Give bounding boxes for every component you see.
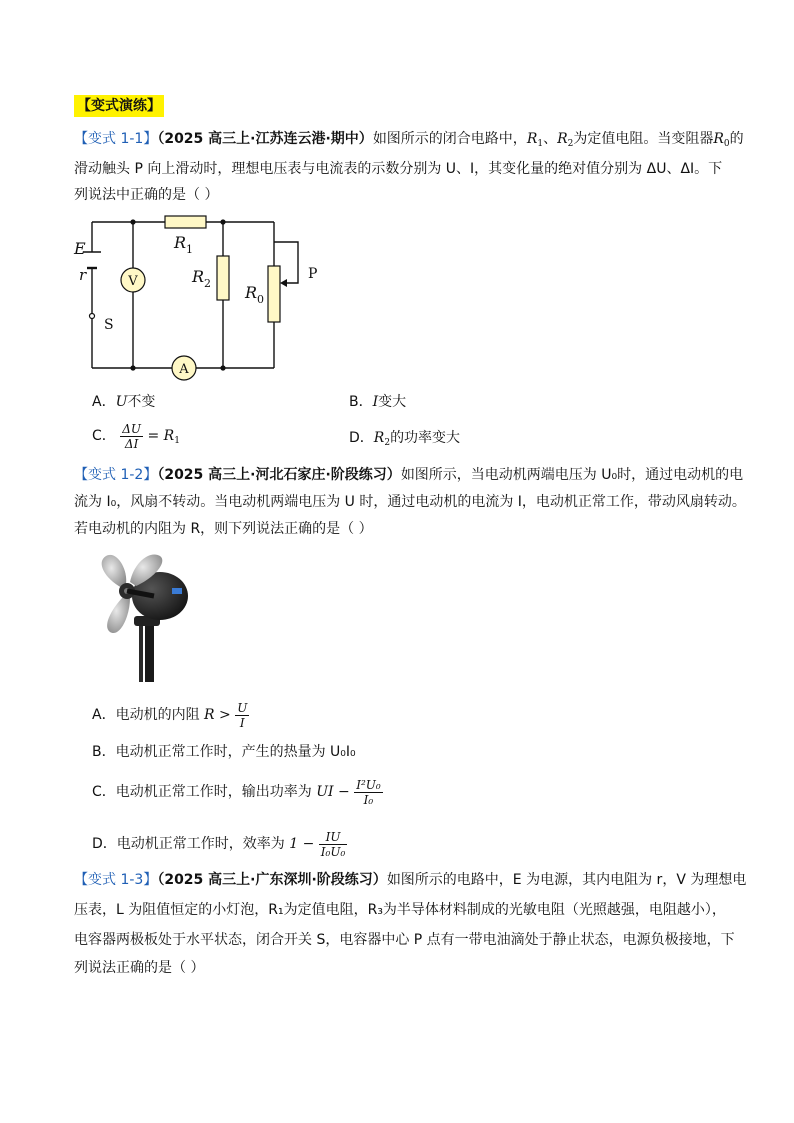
- q2-line-1: [74, 464, 754, 486]
- q1-sep: 、: [543, 131, 558, 147]
- q2-line-3: 若电动机的内阻为 R，则下列说法正确的是（ ）: [74, 521, 373, 537]
- q2-line-2: 流为 I₀，风扇不转动。当电动机两端电压为 U 时，通过电动机的电流为 I，电动机正常工作，带动风扇转动。: [74, 494, 746, 510]
- q3-line-1: [74, 869, 754, 891]
- q1-option-a[interactable]: A．U不变: [92, 394, 156, 410]
- q1-r1: $R_1$: [526, 131, 544, 149]
- label-r0: $R_0$: [245, 283, 265, 306]
- q1-r0: $R_0$: [713, 131, 730, 149]
- q1-text-c: 的: [729, 131, 744, 147]
- circuit-diagram: [70, 208, 330, 388]
- electric-fan-image: [94, 548, 194, 682]
- q3-source: （2025 高三上·广东深圳·阶段练习）: [157, 872, 387, 888]
- resistor-r2: [217, 256, 229, 300]
- q1-line-2: 滑动触头 P 向上滑动时，理想电压表与电流表的示数分别为 U、I，其变化量的绝对值分别为 ΔU、ΔI。下: [74, 161, 723, 177]
- label-r: r: [79, 266, 87, 284]
- q1-option-b[interactable]: B．I变大: [349, 394, 407, 410]
- q2-tag: 【变式 1-2】: [74, 467, 158, 483]
- label-e: E: [74, 239, 86, 258]
- q3-line-4: 列说法正确的是（ ）: [74, 960, 205, 976]
- label-p: P: [308, 266, 318, 282]
- q2-option-d[interactable]: D．电动机正常工作时，效率为 1 − $\frac{IU}{\text{I₀U₀}}$: [92, 829, 346, 859]
- q3-line-2: 压表，L 为阻值恒定的小灯泡，R₁为定值电阻，R₃为半导体材料制成的光敏电阻（光照越强，电阻越小），: [74, 902, 726, 918]
- q1-tag: 【变式 1-1】: [74, 131, 158, 147]
- resistor-r1: [165, 216, 206, 228]
- q2-option-a[interactable]: A．电动机的内阻 R > $\frac{U}{I}$: [92, 700, 248, 730]
- voltmeter-label: V: [128, 274, 138, 289]
- section-title: 【变式演练】: [74, 95, 164, 117]
- q3-text-1: 如图所示的电路中，E 为电源，其内电阻为 r，V 为理想电: [386, 872, 747, 888]
- label-s: S: [104, 317, 114, 333]
- q1-text-b: 为定值电阻。当变阻器: [573, 131, 714, 147]
- slider-arrow-icon: [280, 279, 287, 287]
- q2-option-b[interactable]: B．电动机正常工作时，产生的热量为 U₀I₀: [92, 744, 356, 760]
- q2-option-c[interactable]: C．电动机正常工作时，输出功率为 UI − $\frac{\text{I²U₀}}{\text{I₀}}$: [92, 777, 381, 807]
- q1-line-1: [74, 128, 754, 155]
- label-r1: $R_1$: [174, 233, 194, 256]
- q1-c-fraction: $\frac{\Delta U}{\Delta I}$: [122, 421, 142, 451]
- q1-line-3: 列说法中正确的是（ ）: [74, 187, 219, 203]
- q2-text-1: 如图所示，当电动机两端电压为 U₀时，通过电动机的电: [400, 467, 744, 483]
- q3-tag: 【变式 1-3】: [74, 872, 158, 888]
- rheostat-r0: [268, 266, 280, 322]
- q2-source: （2025 高三上·河北石家庄·阶段练习）: [157, 467, 401, 483]
- label-r2: $R_2$: [192, 267, 212, 290]
- q1-option-d[interactable]: D．$R_2$的功率变大: [349, 430, 461, 448]
- q3-line-3: 电容器两极板处于水平状态，闭合开关 S，电容器中心 P 点有一带电油滴处于静止状态，电源负极接地，下: [74, 932, 735, 948]
- q1-r2: $R_2$: [557, 131, 574, 149]
- q1-text-a: 如图所示的闭合电路中，: [372, 131, 527, 147]
- ammeter-label: A: [179, 362, 189, 377]
- q1-option-c[interactable]: C． $\frac{\Delta U}{\Delta I}$ = $R_1$: [92, 421, 180, 451]
- q1-source: （2025 高三上·江苏连云港·期中）: [157, 131, 373, 147]
